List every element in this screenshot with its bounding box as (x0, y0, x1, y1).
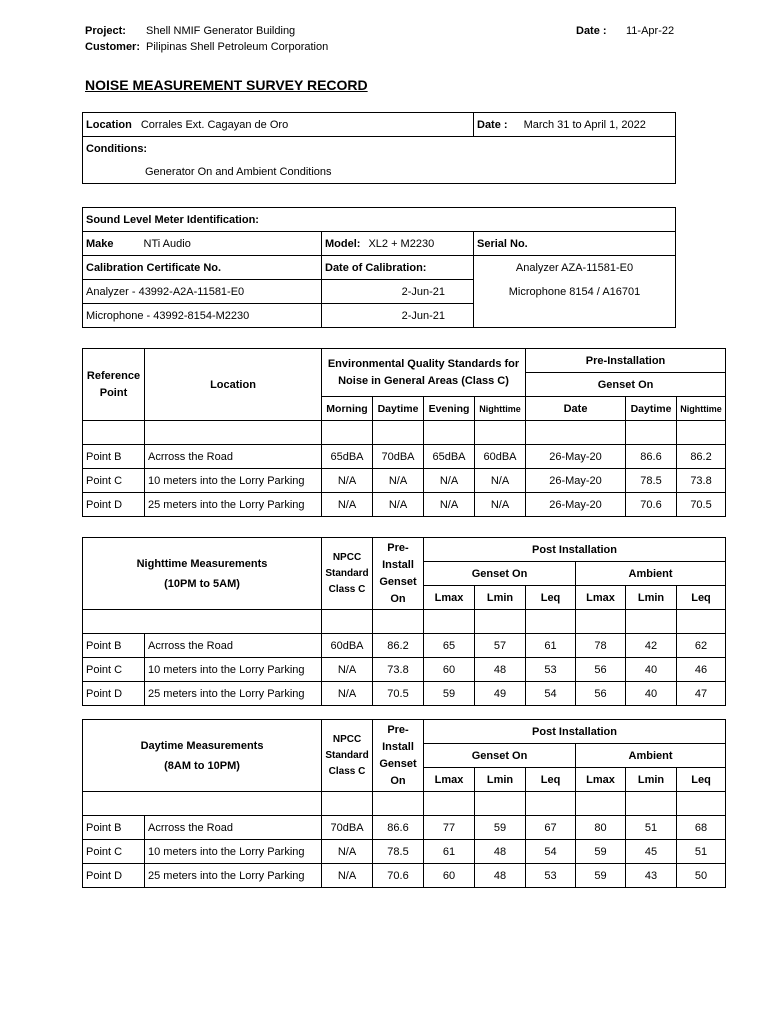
ref-point-header: Reference Point (83, 349, 145, 421)
conditions-value: Generator On and Ambient Conditions (83, 160, 676, 184)
point-cell: Point B (83, 816, 145, 840)
pre-cell: 86.2 (373, 634, 424, 658)
spacer-cell (322, 610, 373, 634)
value-cell: 65 (424, 634, 475, 658)
serial-blank (474, 304, 676, 328)
table-row (83, 469, 726, 493)
table-row (83, 864, 726, 888)
value-cell: 59 (576, 840, 626, 864)
spacer-cell (424, 421, 475, 445)
location-cell: 10 meters into the Lorry Parking (145, 469, 322, 493)
survey-date-label: Date : (477, 118, 508, 131)
customer-value: Pilipinas Shell Petroleum Corporation (146, 41, 329, 53)
spacer-cell (526, 792, 576, 816)
npcc-cell: 60dBA (322, 634, 373, 658)
pre-day-cell: 78.5 (626, 469, 677, 493)
table-row (83, 840, 726, 864)
spacer-cell (526, 610, 576, 634)
point-cell: Point C (83, 840, 145, 864)
model-cell (322, 232, 474, 256)
table-row (83, 682, 726, 706)
pre-cell: 78.5 (373, 840, 424, 864)
ambient-header: Ambient (576, 744, 726, 768)
lmax-header: Lmax (576, 768, 626, 792)
value-cell: 60 (424, 658, 475, 682)
value-cell: 49 (475, 682, 526, 706)
pre-cell: 73.8 (373, 658, 424, 682)
cert-analyzer: Analyzer - 43992-A2A-11581-E0 (83, 280, 322, 304)
location-cell: Acrross the Road (145, 816, 322, 840)
lmax-header: Lmax (576, 586, 626, 610)
page-title: NOISE MEASUREMENT SURVEY RECORD (85, 77, 368, 93)
morning-header: Morning (322, 397, 373, 421)
daytime-header: Daytime (373, 397, 424, 421)
value-cell: 59 (576, 864, 626, 888)
location-cell: 10 meters into the Lorry Parking (145, 840, 322, 864)
cert-label: Calibration Certificate No. (83, 256, 322, 280)
pre-nighttime-header: Nighttime (677, 397, 726, 421)
point-cell: Point D (83, 493, 145, 517)
cert-microphone: Microphone - 43992-8154-M2230 (83, 304, 322, 328)
point-cell: Point C (83, 658, 145, 682)
spacer-cell (475, 610, 526, 634)
spacer-cell (626, 792, 677, 816)
value-cell: 67 (526, 816, 576, 840)
spacer-cell (677, 610, 726, 634)
genset-on-header: Genset On (424, 744, 576, 768)
point-cell: Point D (83, 864, 145, 888)
table-row (83, 634, 726, 658)
morning-cell: N/A (322, 469, 373, 493)
value-cell: 59 (475, 816, 526, 840)
day-subtitle: (8AM to 10PM) (164, 759, 240, 772)
spacer-cell (83, 792, 322, 816)
spacer-cell (626, 421, 677, 445)
pre-night-cell: 86.2 (677, 445, 726, 469)
location-value: Corrales Ext. Cagayan de Oro (140, 118, 289, 131)
standards-table (82, 348, 726, 517)
spacer-cell (145, 421, 322, 445)
value-cell: 68 (677, 816, 726, 840)
value-cell: 51 (626, 816, 677, 840)
lmin-header: Lmin (626, 586, 677, 610)
spacer-cell (322, 792, 373, 816)
location-cell: 25 meters into the Lorry Parking (145, 682, 322, 706)
daytime-table (82, 719, 726, 888)
lmin-header: Lmin (475, 768, 526, 792)
spacer-cell (677, 792, 726, 816)
date-cell: 26-May-20 (526, 469, 626, 493)
value-cell: 48 (475, 840, 526, 864)
value-cell: 53 (526, 864, 576, 888)
evening-cell: N/A (424, 493, 475, 517)
value-cell: 57 (475, 634, 526, 658)
customer-label: Customer: (85, 41, 141, 53)
table-row (83, 493, 726, 517)
location-header: Location (145, 349, 322, 421)
night-subtitle: (10PM to 5AM) (164, 577, 240, 590)
spacer-cell (424, 610, 475, 634)
pre-night-cell: 70.5 (677, 493, 726, 517)
table-row (83, 445, 726, 469)
value-cell: 51 (677, 840, 726, 864)
value-cell: 59 (424, 682, 475, 706)
pre-day-cell: 70.6 (626, 493, 677, 517)
spacer-cell (83, 610, 322, 634)
pre-install-header: Pre-Install Genset On (373, 720, 424, 792)
make-label: Make (86, 237, 114, 250)
night-cell: N/A (475, 469, 526, 493)
serial-analyzer: Analyzer AZA-11581-E0 (474, 256, 676, 280)
header-date-value: 11-Apr-22 (626, 25, 675, 37)
value-cell: 62 (677, 634, 726, 658)
nighttime-header: Nighttime (475, 397, 526, 421)
post-installation-header: Post Installation (424, 720, 726, 744)
leq-header: Leq (526, 586, 576, 610)
night-cell: 60dBA (475, 445, 526, 469)
ambient-header: Ambient (576, 562, 726, 586)
point-cell: Point B (83, 445, 145, 469)
value-cell: 56 (576, 658, 626, 682)
spacer-cell (526, 421, 626, 445)
spacer-cell (475, 421, 526, 445)
npcc-cell: N/A (322, 840, 373, 864)
location-cell: Acrross the Road (145, 634, 322, 658)
leq-header: Leq (526, 768, 576, 792)
date-cell: 26-May-20 (526, 445, 626, 469)
leq-header: Leq (677, 768, 726, 792)
npcc-header: NPCC Standard Class C (322, 720, 373, 792)
model-value: XL2 + M2230 (368, 237, 435, 250)
value-cell: 48 (475, 658, 526, 682)
location-cell (83, 113, 474, 137)
value-cell: 56 (576, 682, 626, 706)
night-title-cell (83, 538, 322, 610)
post-installation-header: Post Installation (424, 538, 726, 562)
project-value: Shell NMIF Generator Building (146, 25, 296, 37)
value-cell: 53 (526, 658, 576, 682)
make-value: NTi Audio (143, 237, 191, 250)
spacer-cell (576, 610, 626, 634)
value-cell: 78 (576, 634, 626, 658)
morning-cell: 65dBA (322, 445, 373, 469)
serial-microphone: Microphone 8154 / A16701 (474, 280, 676, 304)
day-title-cell (83, 720, 322, 792)
evening-cell: N/A (424, 469, 475, 493)
spacer-cell (83, 421, 145, 445)
table-row (83, 658, 726, 682)
value-cell: 50 (677, 864, 726, 888)
npcc-cell: N/A (322, 682, 373, 706)
point-cell: Point C (83, 469, 145, 493)
spacer-cell (626, 610, 677, 634)
meter-table (82, 207, 676, 328)
spacer-cell (475, 792, 526, 816)
value-cell: 40 (626, 658, 677, 682)
date-header: Date (526, 397, 626, 421)
lmax-header: Lmax (424, 768, 475, 792)
meter-heading: Sound Level Meter Identification: (83, 208, 676, 232)
spacer-cell (322, 421, 373, 445)
point-cell: Point D (83, 682, 145, 706)
day-title: Daytime Measurements (140, 739, 264, 752)
spacer-cell (424, 792, 475, 816)
lmin-header: Lmin (626, 768, 677, 792)
value-cell: 80 (576, 816, 626, 840)
serial-label: Serial No. (474, 232, 676, 256)
morning-cell: N/A (322, 493, 373, 517)
project-label: Project: (85, 25, 126, 37)
genset-on-header: Genset On (526, 373, 726, 397)
make-cell (83, 232, 322, 256)
pre-cell: 70.6 (373, 864, 424, 888)
daytime-cell: 70dBA (373, 445, 424, 469)
value-cell: 54 (526, 840, 576, 864)
value-cell: 48 (475, 864, 526, 888)
value-cell: 60 (424, 864, 475, 888)
point-cell: Point B (83, 634, 145, 658)
npcc-cell: 70dBA (322, 816, 373, 840)
value-cell: 77 (424, 816, 475, 840)
table-row (83, 816, 726, 840)
cal-date-label: Date of Calibration: (322, 256, 474, 280)
lmax-header: Lmax (424, 586, 475, 610)
daytime-cell: N/A (373, 469, 424, 493)
nighttime-table (82, 537, 726, 706)
pre-cell: 70.5 (373, 682, 424, 706)
lmin-header: Lmin (475, 586, 526, 610)
spacer-cell (373, 792, 424, 816)
survey-info-table (82, 112, 676, 184)
spacer-cell (677, 421, 726, 445)
location-cell: 25 meters into the Lorry Parking (145, 864, 322, 888)
cal-date-analyzer: 2-Jun-21 (322, 280, 474, 304)
pre-daytime-header: Daytime (626, 397, 677, 421)
spacer-cell (373, 421, 424, 445)
date-cell: 26-May-20 (526, 493, 626, 517)
value-cell: 43 (626, 864, 677, 888)
value-cell: 61 (424, 840, 475, 864)
spacer-cell (373, 610, 424, 634)
evening-header: Evening (424, 397, 475, 421)
survey-date-value: March 31 to April 1, 2022 (523, 118, 646, 131)
pre-install-header: Pre-Install Genset On (373, 538, 424, 610)
spacer-cell (576, 792, 626, 816)
value-cell: 61 (526, 634, 576, 658)
leq-header: Leq (677, 586, 726, 610)
night-title: Nighttime Measurements (136, 557, 268, 570)
value-cell: 42 (626, 634, 677, 658)
location-label: Location (86, 118, 132, 131)
model-label: Model: (325, 237, 361, 250)
npcc-header: NPCC Standard Class C (322, 538, 373, 610)
pre-installation-header: Pre-Installation (526, 349, 726, 373)
header-date-label: Date : (576, 25, 607, 37)
eqs-header: Environmental Quality Standards for Noise in General Areas (Class C) (322, 349, 526, 397)
value-cell: 54 (526, 682, 576, 706)
npcc-cell: N/A (322, 658, 373, 682)
location-cell: 25 meters into the Lorry Parking (145, 493, 322, 517)
pre-night-cell: 73.8 (677, 469, 726, 493)
evening-cell: 65dBA (424, 445, 475, 469)
location-cell: 10 meters into the Lorry Parking (145, 658, 322, 682)
value-cell: 45 (626, 840, 677, 864)
survey-date-cell (474, 113, 676, 137)
night-cell: N/A (475, 493, 526, 517)
genset-on-header: Genset On (424, 562, 576, 586)
location-cell: Acrross the Road (145, 445, 322, 469)
pre-cell: 86.6 (373, 816, 424, 840)
daytime-cell: N/A (373, 493, 424, 517)
npcc-cell: N/A (322, 864, 373, 888)
value-cell: 46 (677, 658, 726, 682)
conditions-label: Conditions: (83, 137, 676, 161)
pre-day-cell: 86.6 (626, 445, 677, 469)
value-cell: 40 (626, 682, 677, 706)
value-cell: 47 (677, 682, 726, 706)
cal-date-microphone: 2-Jun-21 (322, 304, 474, 328)
